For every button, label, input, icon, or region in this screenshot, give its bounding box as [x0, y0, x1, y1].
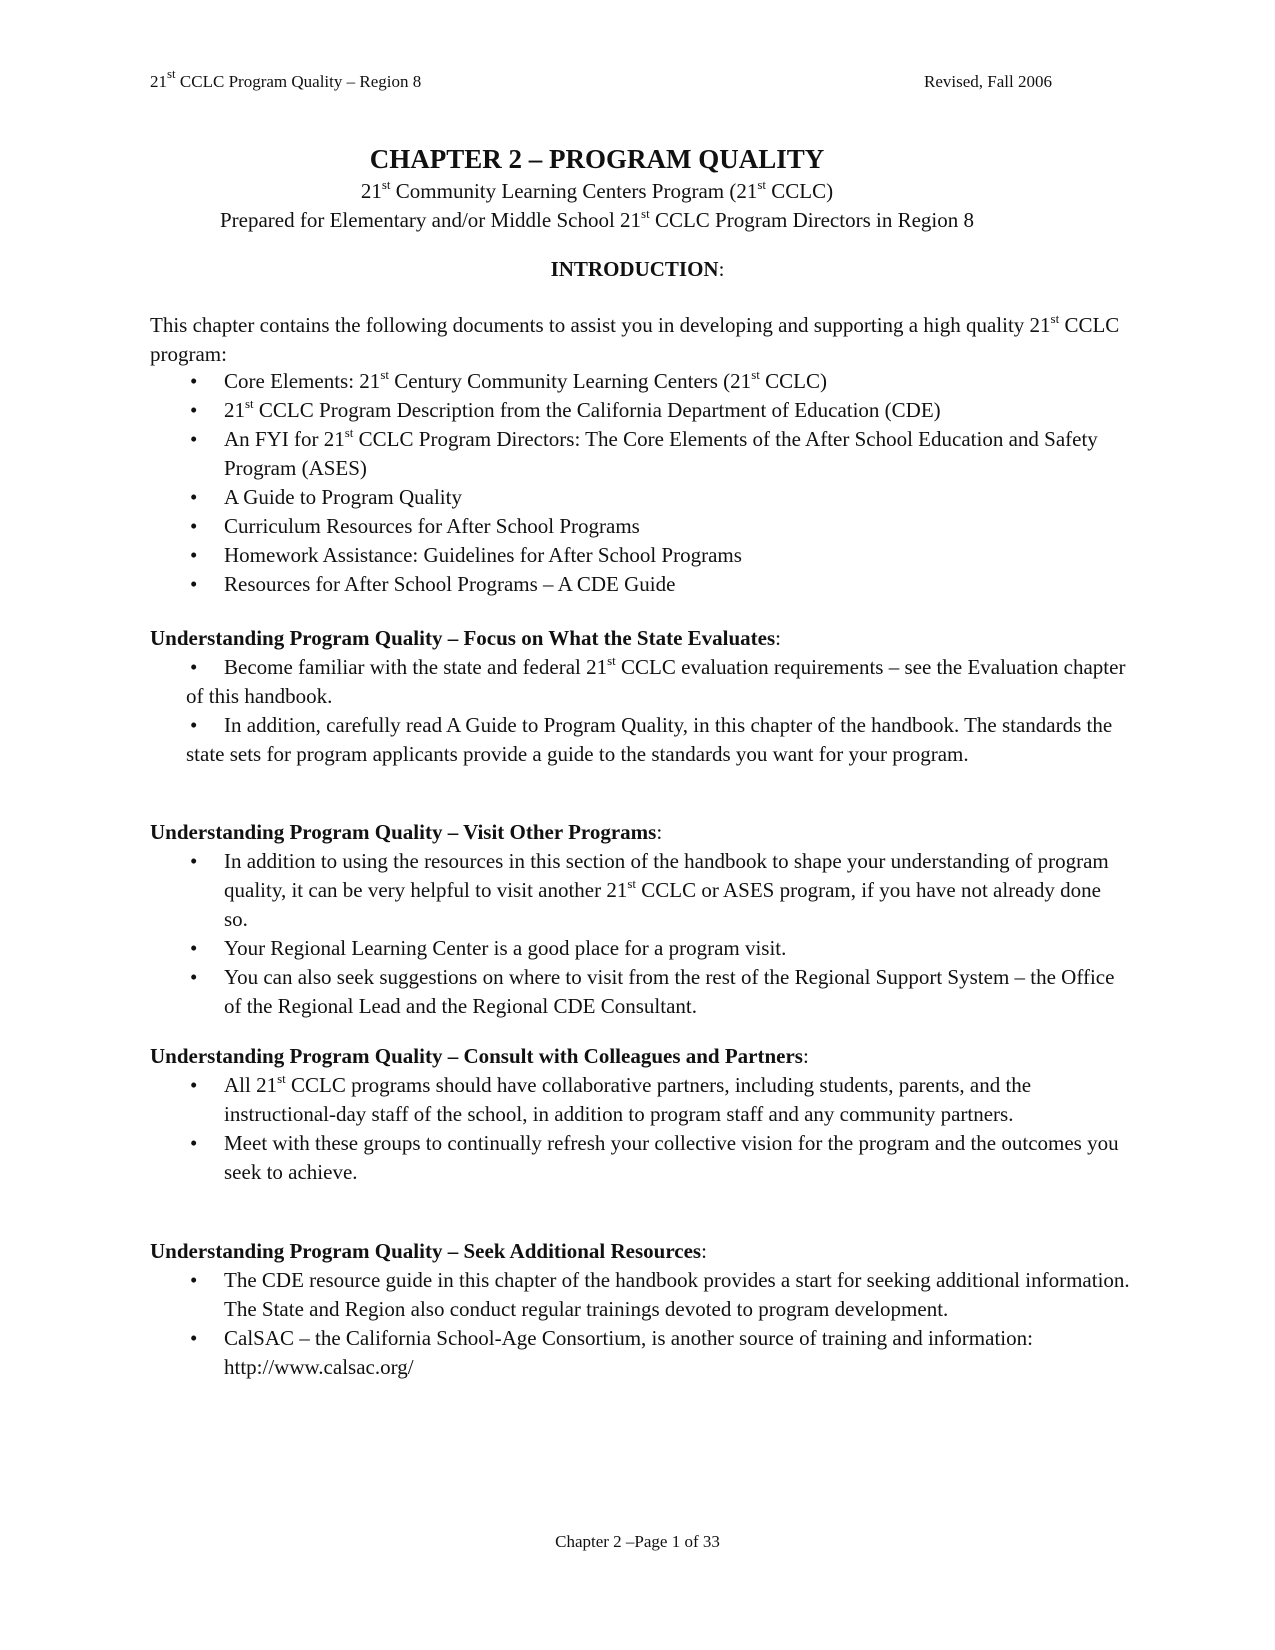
bullet-icon: • — [190, 485, 198, 509]
bullet-icon: • — [190, 1326, 198, 1350]
audience-subtitle: Prepared for Elementary and/or Middle School 21st CCLC Program Directors in Region 8 — [219, 206, 975, 232]
header-text: 21 — [150, 72, 167, 91]
title-block — [140, 141, 1054, 235]
section-heading-consult-colleagues: Understanding Program Quality – Consult with Colleagues and Partners: — [150, 1044, 809, 1068]
list-item: • The CDE resource guide in this chapter of the handbook provides a start for seeking additional information. The State and Region also conduct regular trainings devoted to program development. — [190, 1268, 1130, 1321]
list-item: • A Guide to Program Quality — [150, 483, 1130, 512]
bullet-icon: • — [190, 1268, 198, 1292]
list-item: • 21st CCLC Program Description from the California Department of Education (CDE) — [150, 396, 1130, 425]
superscript: st — [167, 66, 176, 81]
section-heading-state-evaluates: Understanding Program Quality – Focus on What the State Evaluates: — [150, 626, 782, 650]
program-subtitle: 21st Community Learning Centers Program (21st CCLC) — [360, 177, 834, 203]
section-heading-additional-resources: Understanding Program Quality – Seek Additional Resources: — [150, 1239, 707, 1263]
list-item: • Curriculum Resources for After School Programs — [150, 512, 1130, 541]
list-item: • Homework Assistance: Guidelines for After School Programs — [150, 541, 1130, 570]
bullet-icon: • — [190, 572, 198, 596]
header-text: CCLC Program Quality – Region 8 — [175, 72, 422, 91]
bullet-icon: • — [190, 1131, 198, 1155]
running-header-right: Revised, Fall 2006 — [924, 72, 1052, 91]
section-list-consult-colleagues — [150, 1071, 1130, 1187]
bullet-icon: • — [190, 655, 198, 679]
section-list-state-evaluates — [150, 653, 1130, 769]
list-item: • Core Elements: 21st Century Community Learning Centers (21st CCLC) — [150, 367, 1130, 396]
bullet-icon: • — [190, 936, 198, 960]
bullet-icon: • — [190, 514, 198, 538]
page-footer: Chapter 2 –Page 1 of 33 — [555, 1532, 720, 1551]
section-heading-visit-programs: Understanding Program Quality – Visit Other Programs: — [150, 820, 663, 844]
list-item: • All 21st CCLC programs should have collaborative partners, including students, parents, and the instructional-day staff of the school, in addition to program staff and any community partners. — [190, 1071, 1032, 1126]
list-item: • Become familiar with the state and federal 21st CCLC evaluation requirements – see the Evaluation chapter of this handbook. — [186, 653, 1126, 708]
list-item: • Meet with these groups to continually refresh your collective vision for the program and the outcomes you seek to achieve. — [190, 1131, 1119, 1184]
running-header-left — [150, 66, 422, 92]
list-item: • Resources for After School Programs – A CDE Guide — [150, 570, 1130, 599]
chapter-title: CHAPTER 2 – PROGRAM QUALITY — [369, 144, 825, 174]
section-list-visit-programs — [150, 847, 1130, 1021]
bullet-icon: • — [190, 369, 198, 393]
list-item: • An FYI for 21st CCLC Program Directors: The Core Elements of the After School Education and Safety Program (ASES) — [190, 425, 1098, 480]
bullet-icon: • — [190, 427, 198, 451]
list-item: • Your Regional Learning Center is a good place for a program visit. — [150, 934, 1130, 963]
bullet-icon: • — [190, 849, 198, 873]
introduction-heading: INTRODUCTION: — [550, 257, 725, 281]
section-list-additional-resources — [150, 1266, 1130, 1382]
bullet-icon: • — [190, 1073, 198, 1097]
list-item: • CalSAC – the California School-Age Consortium, is another source of training and information: http://www.calsac.org/ — [190, 1326, 1033, 1379]
document-list — [150, 367, 1130, 599]
bullet-icon: • — [190, 965, 198, 989]
list-item: • In addition, carefully read A Guide to Program Quality, in this chapter of the handbook. The standards the state sets for program applicants provide a guide to the standards you want for your program. — [186, 713, 1113, 766]
list-item: • In addition to using the resources in this section of the handbook to shape your understanding of program quality, it can be very helpful to visit another 21st CCLC or ASES program, if you have not already done so. — [190, 849, 1109, 931]
introduction-paragraph: This chapter contains the following documents to assist you in developing and supporting a high quality 21st CCLC program: — [150, 311, 1120, 366]
bullet-icon: • — [190, 398, 198, 422]
bullet-icon: • — [190, 543, 198, 567]
bullet-icon: • — [190, 713, 198, 737]
list-item: • You can also seek suggestions on where to visit from the rest of the Regional Support System – the Office of the Regional Lead and the Regional CDE Consultant. — [190, 965, 1115, 1018]
